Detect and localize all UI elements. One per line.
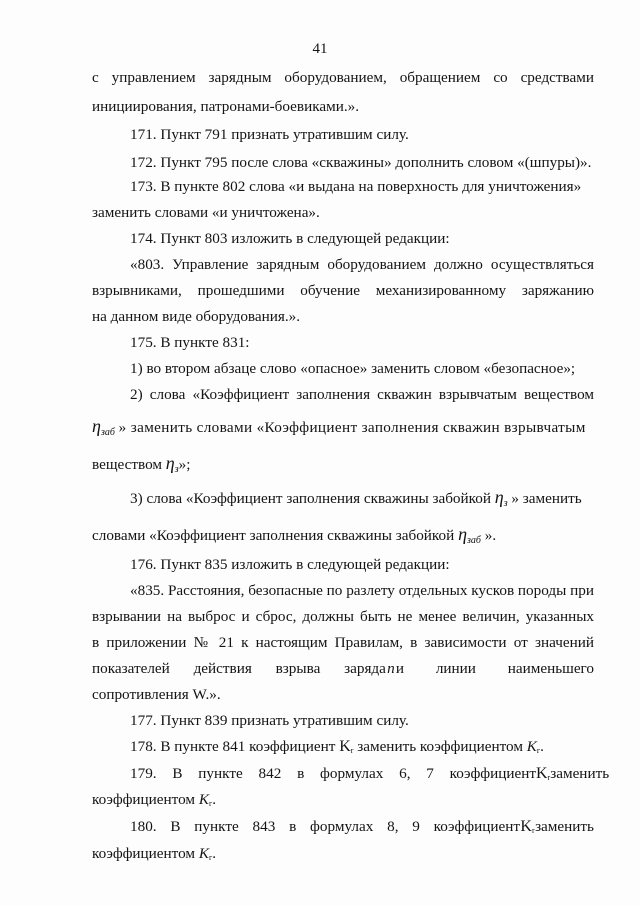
text-line: 177. Пункт 839 признать утратившим силу. [130, 712, 409, 729]
page-number: 41 [312, 41, 328, 57]
k-g-symbol: $K_г$ [198, 845, 213, 862]
text-line: 174. Пункт 803 изложить в следующей редакции: [130, 230, 450, 247]
text-line: 2) слова «Коэффициент заполнения скважин взрывчатым веществом [130, 386, 594, 403]
text-line: инициирования, патронами-боевиками.». [92, 98, 360, 115]
k-g-symbol: $K_г$ [198, 791, 213, 808]
text-line: $\eta_{заб}$ » заменить словами «Коэффициент заполнения скважин взрывчатым [92, 416, 586, 438]
text-line: веществом $\eta_з$»; [92, 453, 191, 475]
k-g-symbol: $K_г$ [526, 738, 541, 755]
text-line: коэффициентом $K_г$. [92, 845, 217, 862]
text-line: 1) во втором абзаце слово «опасное» заменить словом «безопасное»; [130, 360, 576, 377]
text-line: «803. Управление зарядным оборудованием должно осуществляться [130, 256, 594, 273]
text-line: 172. Пункт 795 после слова «скважины» дополнить словом «(шпуры)». [130, 154, 592, 171]
text-line: 179. В пункте 842 в формулах 6, 7 коэффициент $K_r$ заменить [130, 765, 594, 787]
text-line: взрывании на выброс и сброс, должны быть не менее величин, указанных [92, 608, 594, 625]
k-r-symbol: $K_r$ [520, 818, 535, 835]
eta-z-symbol: $\eta_з$ [165, 453, 179, 475]
text-line: 175. В пункте 831: [130, 334, 250, 351]
text-line: показателей действия взрыва заряда n и линии наименьшего [92, 660, 594, 677]
text-line: коэффициентом $K_г$. [92, 791, 217, 808]
text-line: 180. В пункте 843 в формулах 8, 9 коэффициент $K_r$ заменить [130, 818, 594, 840]
text-line: 176. Пункт 835 изложить в следующей редакции: [130, 556, 450, 573]
text-line: заменить словами «и уничтожена». [92, 204, 320, 221]
text-line: на данном виде оборудования.». [92, 308, 301, 325]
text-line: с управлением зарядным оборудованием, обращением со средствами [92, 69, 594, 86]
text-line: словами «Коэффициент заполнения скважины забойкой $\eta_{заб}$ ». [92, 524, 497, 546]
text-line: 178. В пункте 841 коэффициент $K_r$ заменить коэффициентом $K_г$. [130, 738, 544, 755]
text-line: 3) слова «Коэффициент заполнения скважины забойкой $\eta_з$ » заменить [130, 487, 582, 509]
text-line: взрывниками, прошедшими обучение механизированному заряжанию [92, 282, 594, 299]
var-n: n [387, 660, 395, 677]
text-line: 173. В пункте 802 слова «и выдана на поверхность для уничтожения» [130, 178, 582, 195]
k-r-symbol: $K_r$ [339, 738, 354, 755]
eta-z-symbol: $\eta_з$ [494, 487, 508, 509]
text-line: в приложении № 21 к настоящим Правилам, в зависимости от значений [92, 634, 594, 651]
k-r-symbol: $K_r$ [535, 765, 551, 782]
text-line: «835. Расстояния, безопасные по разлету отдельных кусков породы при [130, 582, 594, 599]
eta-zab-symbol: $\eta_{заб}$ [92, 416, 115, 438]
text-line: сопротивления W.». [92, 686, 221, 703]
text-line: 171. Пункт 791 признать утратившим силу. [130, 126, 409, 143]
eta-zab-symbol: $\eta_{заб}$ [458, 524, 481, 546]
